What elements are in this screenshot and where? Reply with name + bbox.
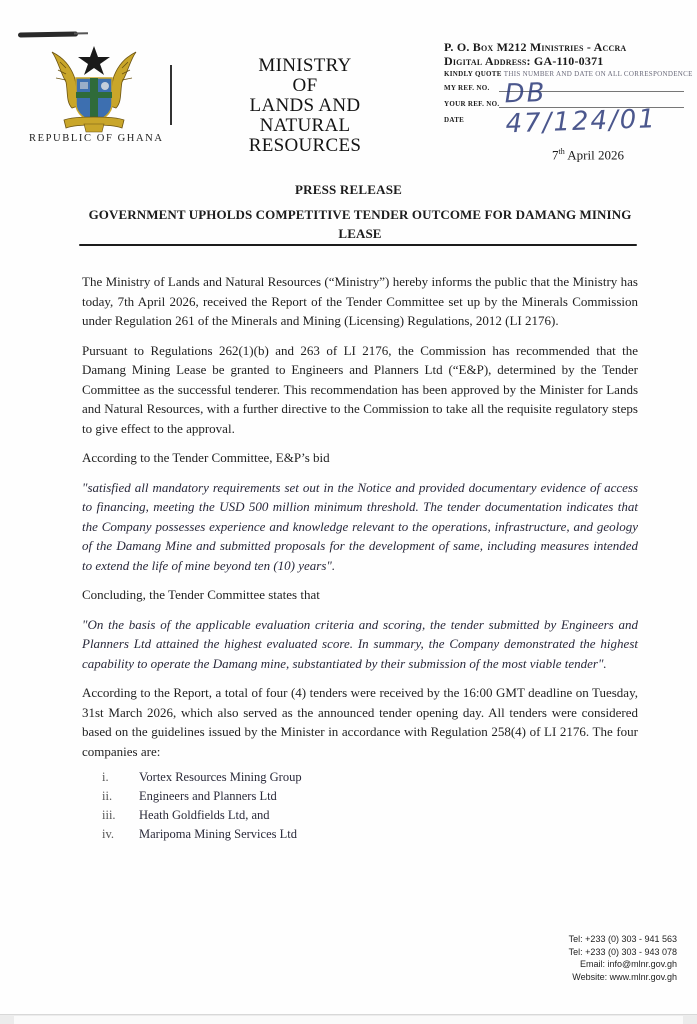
document-body <box>82 272 638 844</box>
contact-block <box>569 933 677 983</box>
paragraph-intro: The Ministry of Lands and Natural Resources (“Ministry”) hereby informs the public that the Ministry has today, 7th April 2026, received the Report of the Tender Committee set up by the Minerals Commission under Regulation 261 of the Minerals and Mining (Licensing) Regulations, 2012 (LI 2176). <box>82 274 638 328</box>
my-ref-label: MY REF. NO. <box>444 84 490 92</box>
quote-conclusion: "On the basis of the applicable evaluation criteria and scoring, the tender submitted by Engineers and Planners Ltd attained the highest evaluated score. In summary, the Company demonstrated the highest capability to operate the Damang mine, substantiated by their submission of the most viable tender". <box>82 616 638 671</box>
company-name: Engineers and Planners Ltd <box>139 789 277 803</box>
list-number: iv. <box>102 827 115 841</box>
date-suffix: th <box>558 147 565 156</box>
title-underline <box>79 244 637 246</box>
list-item <box>102 768 638 787</box>
quote-bid: "satisfied all mandatory requirements set out in the Notice and provided documentary evidence of access to financing, meeting the USD 500 million minimum threshold. The tender documentation indicates that the Company possesses experience and knowledge relevant to the operations, infrastructure, and geology of the Damang Mine and submitted proposals for the development of same, including measures intended to extend the life of mine beyond ten (10) years". <box>82 479 638 573</box>
ministry-line: LANDS AND NATURAL <box>249 95 361 136</box>
date-rest: April 2026 <box>564 147 624 163</box>
list-item <box>102 787 638 806</box>
po-box: P. O. Box M212 Ministries - Accra <box>444 40 627 54</box>
website: Website: www.mlnr.gov.gh <box>572 971 677 982</box>
ministry-name <box>205 56 405 156</box>
company-name: Vortex Resources Mining Group <box>139 770 302 784</box>
handwritten-reference: DB 47/124/01 <box>504 77 658 140</box>
digital-address: Digital Address: GA-110-0371 <box>444 54 604 68</box>
your-ref-label: YOUR REF. NO. <box>444 100 500 108</box>
company-name: Maripoma Mining Services Ltd <box>139 827 297 841</box>
companies-list <box>102 768 638 844</box>
letterhead-divider <box>170 65 172 125</box>
page-bottom-edge <box>0 1014 697 1024</box>
list-number: ii. <box>102 789 113 803</box>
kindly-quote-rest: THIS NUMBER AND DATE ON ALL CORRESPONDENCE <box>503 70 693 78</box>
list-number: i. <box>102 770 109 784</box>
paragraph-concluding-lead: Concluding, the Tender Committee states that <box>82 587 320 602</box>
date-label: DATE <box>444 116 465 124</box>
ministry-line: MINISTRY <box>258 55 352 76</box>
paragraph-bid-lead: According to the Tender Committee, E&P’s bid <box>82 450 330 465</box>
paragraph-tenders: According to the Report, a total of four (4) tenders were received by the 16:00 GMT deadline on Tuesday, 31st March 2026, which also served as the announced tender opening day. All tenders were considered based on the guidelines issued by the Minister in accordance with Regulation 258(4) of LI 2176. The four companies are: <box>82 685 638 759</box>
press-release-heading: PRESS RELEASE <box>295 182 402 197</box>
phone-1: Tel: +233 (0) 303 - 941 563 <box>568 934 677 944</box>
kindly-quote-label: KINDLY QUOTE <box>444 70 502 78</box>
list-item <box>102 825 638 844</box>
date-day: 7 <box>552 147 559 163</box>
ghana-coat-of-arms-icon <box>44 42 144 134</box>
emblem-label: REPUBLIC OF GHANA <box>29 133 164 144</box>
ministry-line: OF <box>292 75 318 96</box>
document-title: GOVERNMENT UPHOLDS COMPETITIVE TENDER OUTCOME FOR DAMANG MINING LEASE <box>88 207 632 241</box>
list-item <box>102 806 638 825</box>
email: Email: info@mlnr.gov.gh <box>579 959 677 969</box>
paragraph-recommendation: Pursuant to Regulations 262(1)(b) and 263 of LI 2176, the Commission has recommended that the Damang Mining Lease be granted to Engineers and Planners Ltd (“E&P), determined by the Tender Committee as the successful tenderer. This recommendation has been approved by the Minister for Lands and Natural Resources, with a further directive to the Commission to take all the requisite regulatory steps to give effect to the approval. <box>82 342 638 436</box>
document-date <box>552 147 624 163</box>
ministry-line: RESOURCES <box>248 135 362 156</box>
list-number: iii. <box>102 808 116 822</box>
company-name: Heath Goldfields Ltd, and <box>139 808 270 822</box>
pen-mark <box>18 31 78 37</box>
phone-2: Tel: +233 (0) 303 - 943 078 <box>568 946 677 957</box>
